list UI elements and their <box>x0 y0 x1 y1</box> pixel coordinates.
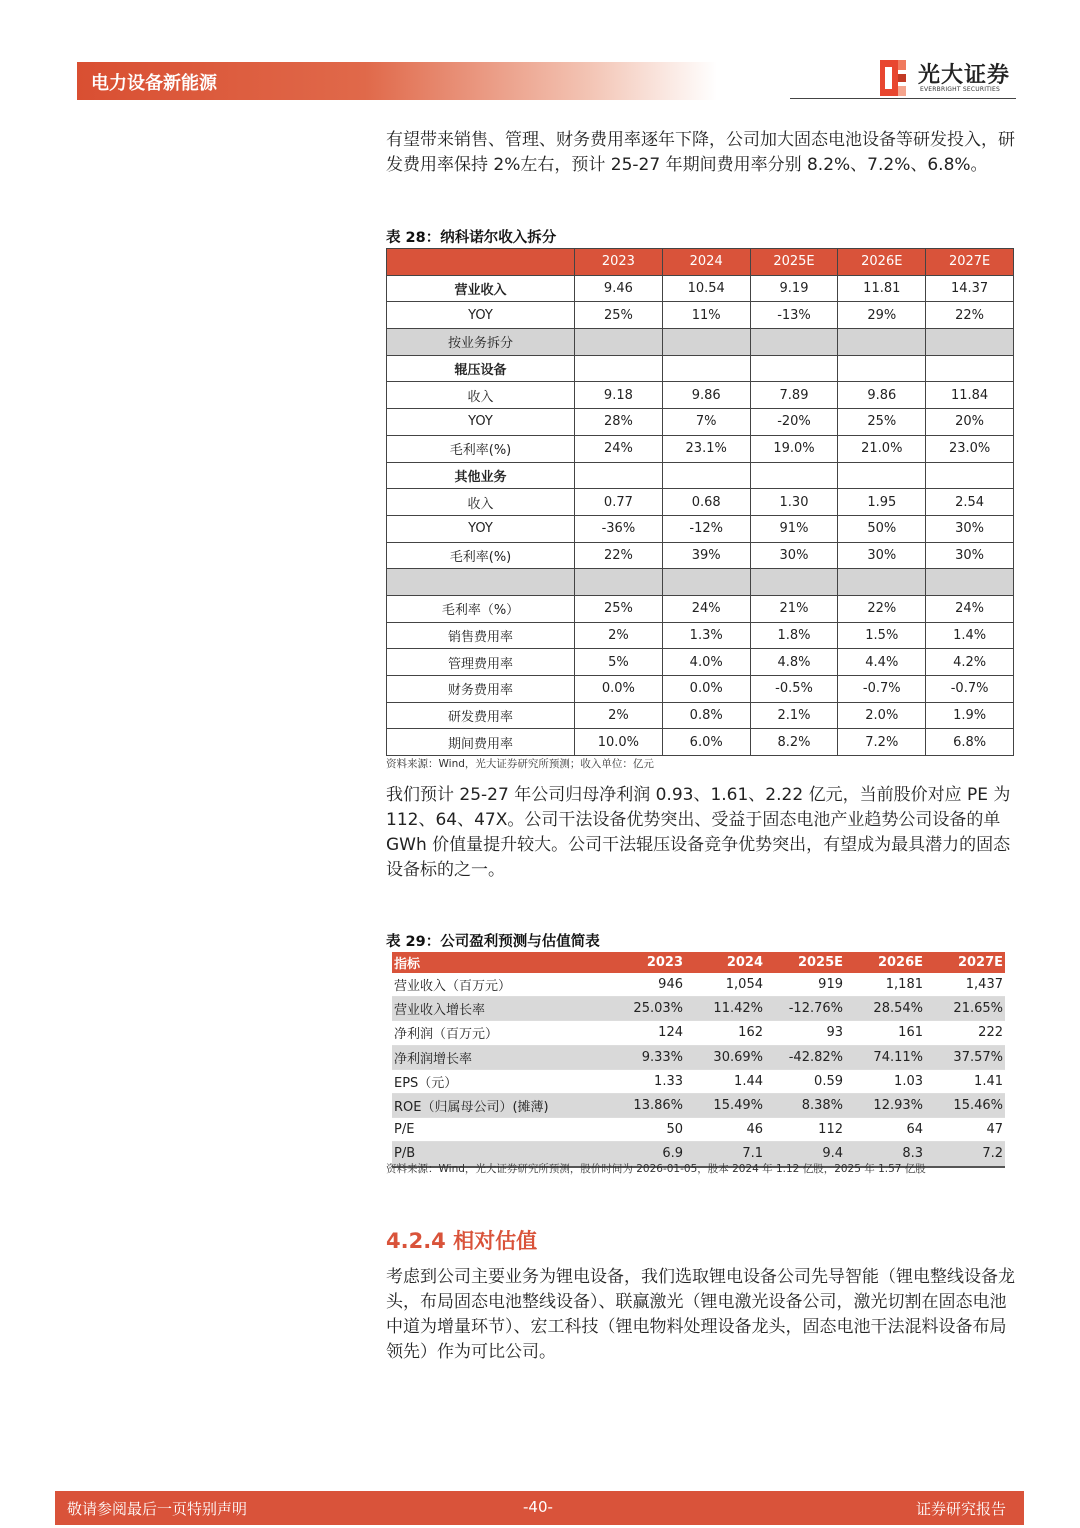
table29-caption: 表 29：公司盈利预测与估值简表 <box>386 934 600 950</box>
table-cell: 4.4% <box>838 649 926 676</box>
table-row <box>387 435 1014 462</box>
table-cell: 25.03% <box>605 997 685 1021</box>
table-row <box>392 1021 1005 1045</box>
table-cell: 1.9% <box>926 702 1014 729</box>
table-row <box>387 462 1014 489</box>
table-cell: 2.0% <box>838 702 926 729</box>
table-cell: 23.0% <box>926 435 1014 462</box>
table-cell: 25% <box>575 302 663 329</box>
header-cell: 2024 <box>685 952 765 973</box>
table-cell: -0.7% <box>926 676 1014 703</box>
table-row <box>387 302 1014 329</box>
table-cell: 0.68 <box>662 489 750 516</box>
table-cell: 74.11% <box>845 1045 925 1069</box>
table-cell: 0.59 <box>765 1069 845 1093</box>
table-row <box>387 489 1014 516</box>
header-cell <box>387 249 575 276</box>
table-cell: 9.18 <box>575 382 663 409</box>
header-cell: 2025E <box>750 249 838 276</box>
table-cell: 124 <box>605 1021 685 1045</box>
table-cell: 46 <box>685 1118 765 1142</box>
table-cell: 4.2% <box>926 649 1014 676</box>
table-cell: 161 <box>845 1021 925 1045</box>
row-label: P/B <box>392 1142 605 1167</box>
row-label: YOY <box>387 515 575 542</box>
table-cell <box>750 355 838 382</box>
table-cell: 162 <box>685 1021 765 1045</box>
table-cell: 11.84 <box>926 382 1014 409</box>
table-header-row <box>387 249 1014 276</box>
footer-disclaimer: 敬请参阅最后一页特别声明 <box>67 1500 248 1518</box>
table-cell <box>750 329 838 356</box>
row-label <box>387 569 575 596</box>
table-cell: 2% <box>575 702 663 729</box>
table-cell: 21.65% <box>925 997 1005 1021</box>
table-cell: 19.0% <box>750 435 838 462</box>
row-label: 收入 <box>387 382 575 409</box>
table-row <box>387 676 1014 703</box>
section-heading: 4.2.4 相对估值 <box>386 1229 538 1253</box>
table-cell: 50 <box>605 1118 685 1142</box>
header-cell: 2023 <box>605 952 685 973</box>
table-cell: 24% <box>662 595 750 622</box>
table-cell: -12.76% <box>765 997 845 1021</box>
row-label: YOY <box>387 302 575 329</box>
header-cell: 2027E <box>926 249 1014 276</box>
table-cell: 7.2 <box>925 1142 1005 1167</box>
table-cell: 22% <box>575 542 663 569</box>
table-cell <box>838 355 926 382</box>
table-row <box>392 997 1005 1021</box>
logo-text-en: EVERBRIGHT SECURITIES <box>920 86 1000 93</box>
table-cell <box>575 329 663 356</box>
table-cell: 9.33% <box>605 1045 685 1069</box>
row-label: 毛利率(%) <box>387 435 575 462</box>
logo-text-cn: 光大证券 <box>918 63 1011 88</box>
company-logo <box>880 58 1016 98</box>
table-cell: 7.1 <box>685 1142 765 1167</box>
table-cell: 1,054 <box>685 973 765 997</box>
table-cell: 29% <box>838 302 926 329</box>
table28-source: 资料来源：Wind，光大证券研究所预测；收入单位：亿元 <box>386 758 654 770</box>
table-cell: 9.86 <box>662 382 750 409</box>
table-cell: 4.8% <box>750 649 838 676</box>
table-cell: -20% <box>750 409 838 436</box>
table-cell: 7.89 <box>750 382 838 409</box>
table-cell <box>575 462 663 489</box>
table-cell: 1.5% <box>838 622 926 649</box>
table-cell: 15.46% <box>925 1093 1005 1117</box>
table-cell <box>838 569 926 596</box>
table-cell: 30% <box>750 542 838 569</box>
table-cell: 2% <box>575 622 663 649</box>
header-cell: 2027E <box>925 952 1005 973</box>
table-cell: 9.19 <box>750 275 838 302</box>
table-row <box>387 649 1014 676</box>
table-cell: 25% <box>838 409 926 436</box>
table-cell <box>926 462 1014 489</box>
table-cell <box>838 329 926 356</box>
table-cell: 6.9 <box>605 1142 685 1167</box>
table-cell: 9.4 <box>765 1142 845 1167</box>
row-label: ROE（归属母公司）(摊薄) <box>392 1093 605 1117</box>
row-label: 营业收入增长率 <box>392 997 605 1021</box>
table-cell: 1.8% <box>750 622 838 649</box>
table-cell: 222 <box>925 1021 1005 1045</box>
page-footer <box>55 1491 1024 1525</box>
table-cell: 1.44 <box>685 1069 765 1093</box>
row-label: 收入 <box>387 489 575 516</box>
table-cell: 1,437 <box>925 973 1005 997</box>
table-cell: 7.2% <box>838 729 926 756</box>
row-label: P/E <box>392 1118 605 1142</box>
row-label: 毛利率(%) <box>387 542 575 569</box>
table-row <box>392 1118 1005 1142</box>
table-cell: 21.0% <box>838 435 926 462</box>
row-label: 其他业务 <box>387 462 575 489</box>
table-cell: 20% <box>926 409 1014 436</box>
table-cell: 10.0% <box>575 729 663 756</box>
table-cell: 919 <box>765 973 845 997</box>
row-label: 研发费用率 <box>387 702 575 729</box>
table-cell: 1.95 <box>838 489 926 516</box>
table-cell <box>662 462 750 489</box>
table-cell: 1,181 <box>845 973 925 997</box>
table-cell: 6.8% <box>926 729 1014 756</box>
table-cell: 0.0% <box>575 676 663 703</box>
table-cell: 30.69% <box>685 1045 765 1069</box>
table-cell: 11% <box>662 302 750 329</box>
table-row <box>392 973 1005 997</box>
row-label: 净利润增长率 <box>392 1045 605 1069</box>
table-cell: 1.4% <box>926 622 1014 649</box>
header-cell: 2023 <box>575 249 663 276</box>
row-label: 营业收入（百万元） <box>392 973 605 997</box>
table-row <box>387 542 1014 569</box>
table-cell: 64 <box>845 1118 925 1142</box>
table-cell: 4.0% <box>662 649 750 676</box>
intro-paragraph: 有望带来销售、管理、财务费用率逐年下降，公司加大固态电池设备等研发投入，研发费用率保持 2%左右，预计 25-27 年期间费用率分别 8.2%、7.2%、6.8%。 <box>386 130 1015 175</box>
table-cell: 9.46 <box>575 275 663 302</box>
table-cell: 6.0% <box>662 729 750 756</box>
table-cell: 22% <box>838 595 926 622</box>
table-cell: 11.81 <box>838 275 926 302</box>
table-cell: 0.8% <box>662 702 750 729</box>
table-cell: -36% <box>575 515 663 542</box>
table-row <box>387 622 1014 649</box>
table-cell: -12% <box>662 515 750 542</box>
header-divider <box>790 98 1016 99</box>
header-bar <box>77 62 717 100</box>
header-cell: 2026E <box>838 249 926 276</box>
table-cell: 8.38% <box>765 1093 845 1117</box>
table-cell: 1.41 <box>925 1069 1005 1093</box>
table-cell: -0.5% <box>750 676 838 703</box>
table29-source: 资料来源：Wind，光大证券研究所预测，股价时间为 2026-01-05，股本 2024 年 1.12 亿股，2025 年 1.57 亿股 <box>386 1163 926 1175</box>
row-label: 辊压设备 <box>387 355 575 382</box>
table-row <box>387 409 1014 436</box>
table-cell: -42.82% <box>765 1045 845 1069</box>
table-cell <box>575 569 663 596</box>
table-row <box>392 1045 1005 1069</box>
valuation-summary-table <box>392 952 1005 1168</box>
table-cell <box>750 569 838 596</box>
footer-report-type: 证券研究报告 <box>915 1500 1006 1518</box>
table-cell <box>662 355 750 382</box>
table-cell <box>662 329 750 356</box>
table-row <box>387 515 1014 542</box>
table-cell: 9.86 <box>838 382 926 409</box>
table-row <box>387 329 1014 356</box>
table-cell: 13.86% <box>605 1093 685 1117</box>
table-cell: 2.54 <box>926 489 1014 516</box>
everbright-logo-icon <box>880 58 906 98</box>
row-label: YOY <box>387 409 575 436</box>
table28-caption: 表 28：纳科诺尔收入拆分 <box>386 230 557 246</box>
table-cell: 1.33 <box>605 1069 685 1093</box>
table-cell <box>926 329 1014 356</box>
row-label: 净利润（百万元） <box>392 1021 605 1045</box>
header-cell: 指标 <box>392 952 605 973</box>
table-cell <box>926 355 1014 382</box>
table-header-row <box>392 952 1005 973</box>
table-cell <box>575 355 663 382</box>
table-cell: 8.2% <box>750 729 838 756</box>
table-cell: 23.1% <box>662 435 750 462</box>
row-label: 按业务拆分 <box>387 329 575 356</box>
table-cell: 50% <box>838 515 926 542</box>
table-cell <box>838 462 926 489</box>
table-cell: 1.03 <box>845 1069 925 1093</box>
table-cell: 1.30 <box>750 489 838 516</box>
table-cell: 47 <box>925 1118 1005 1142</box>
table-cell: 24% <box>575 435 663 462</box>
table-cell: -13% <box>750 302 838 329</box>
table-cell: 8.3 <box>845 1142 925 1167</box>
table-cell: 28.54% <box>845 997 925 1021</box>
table-row <box>387 702 1014 729</box>
table-cell <box>926 569 1014 596</box>
table-cell: 1.3% <box>662 622 750 649</box>
table-row <box>387 729 1014 756</box>
table-cell: 2.1% <box>750 702 838 729</box>
table-cell <box>750 462 838 489</box>
table-cell: 15.49% <box>685 1093 765 1117</box>
row-label: 销售费用率 <box>387 622 575 649</box>
table-cell: 112 <box>765 1118 845 1142</box>
table-cell: 946 <box>605 973 685 997</box>
table-cell: 0.0% <box>662 676 750 703</box>
table-row <box>392 1069 1005 1093</box>
table-cell: 30% <box>926 542 1014 569</box>
table-row <box>387 355 1014 382</box>
section-header-title: 电力设备新能源 <box>91 73 217 94</box>
table-cell: 37.57% <box>925 1045 1005 1069</box>
table-cell: 10.54 <box>662 275 750 302</box>
row-label: 管理费用率 <box>387 649 575 676</box>
row-label: EPS（元） <box>392 1069 605 1093</box>
table-cell: 12.93% <box>845 1093 925 1117</box>
table-cell: 21% <box>750 595 838 622</box>
forecast-paragraph: 我们预计 25-27 年公司归母净利润 0.93、1.61、2.22 亿元，当前股价对应 PE 为 112、64、47X。公司干法设备优势突出、受益于固态电池产业趋势公司设备的单 GWh 价值量提升较大。公司干法辊压设备竞争优势突出，有望成为最具潜力的固态设备标的之一。 <box>386 785 1011 880</box>
table-cell: 14.37 <box>926 275 1014 302</box>
table-cell: -0.7% <box>838 676 926 703</box>
table-cell: 5% <box>575 649 663 676</box>
table-cell: 39% <box>662 542 750 569</box>
header-cell: 2024 <box>662 249 750 276</box>
row-label: 期间费用率 <box>387 729 575 756</box>
table-cell: 28% <box>575 409 663 436</box>
header-cell: 2025E <box>765 952 845 973</box>
row-label: 营业收入 <box>387 275 575 302</box>
table-cell: 91% <box>750 515 838 542</box>
table-cell: 22% <box>926 302 1014 329</box>
page-number: -40- <box>523 1498 553 1516</box>
row-label: 财务费用率 <box>387 676 575 703</box>
revenue-breakdown-table <box>386 248 1014 756</box>
table-cell: 25% <box>575 595 663 622</box>
row-label: 毛利率（%） <box>387 595 575 622</box>
table-cell: 30% <box>838 542 926 569</box>
table-row <box>387 275 1014 302</box>
table-cell: 93 <box>765 1021 845 1045</box>
table-cell: 7% <box>662 409 750 436</box>
table-row <box>387 382 1014 409</box>
table-cell: 30% <box>926 515 1014 542</box>
table-cell: 0.77 <box>575 489 663 516</box>
header-cell: 2026E <box>845 952 925 973</box>
table-cell: 24% <box>926 595 1014 622</box>
comparables-paragraph: 考虑到公司主要业务为锂电设备，我们选取锂电设备公司先导智能（锂电整线设备龙头，布局固态电池整线设备）、联赢激光（锂电激光设备公司，激光切割在固态电池中道为增量环节）、宏工科技（锂电物料处理设备龙头，固态电池干法混料设备布局领先）作为可比公司。 <box>386 1267 1015 1362</box>
table-row <box>387 595 1014 622</box>
table-row <box>387 569 1014 596</box>
table-cell <box>662 569 750 596</box>
table-row <box>392 1093 1005 1117</box>
table-cell: 11.42% <box>685 997 765 1021</box>
